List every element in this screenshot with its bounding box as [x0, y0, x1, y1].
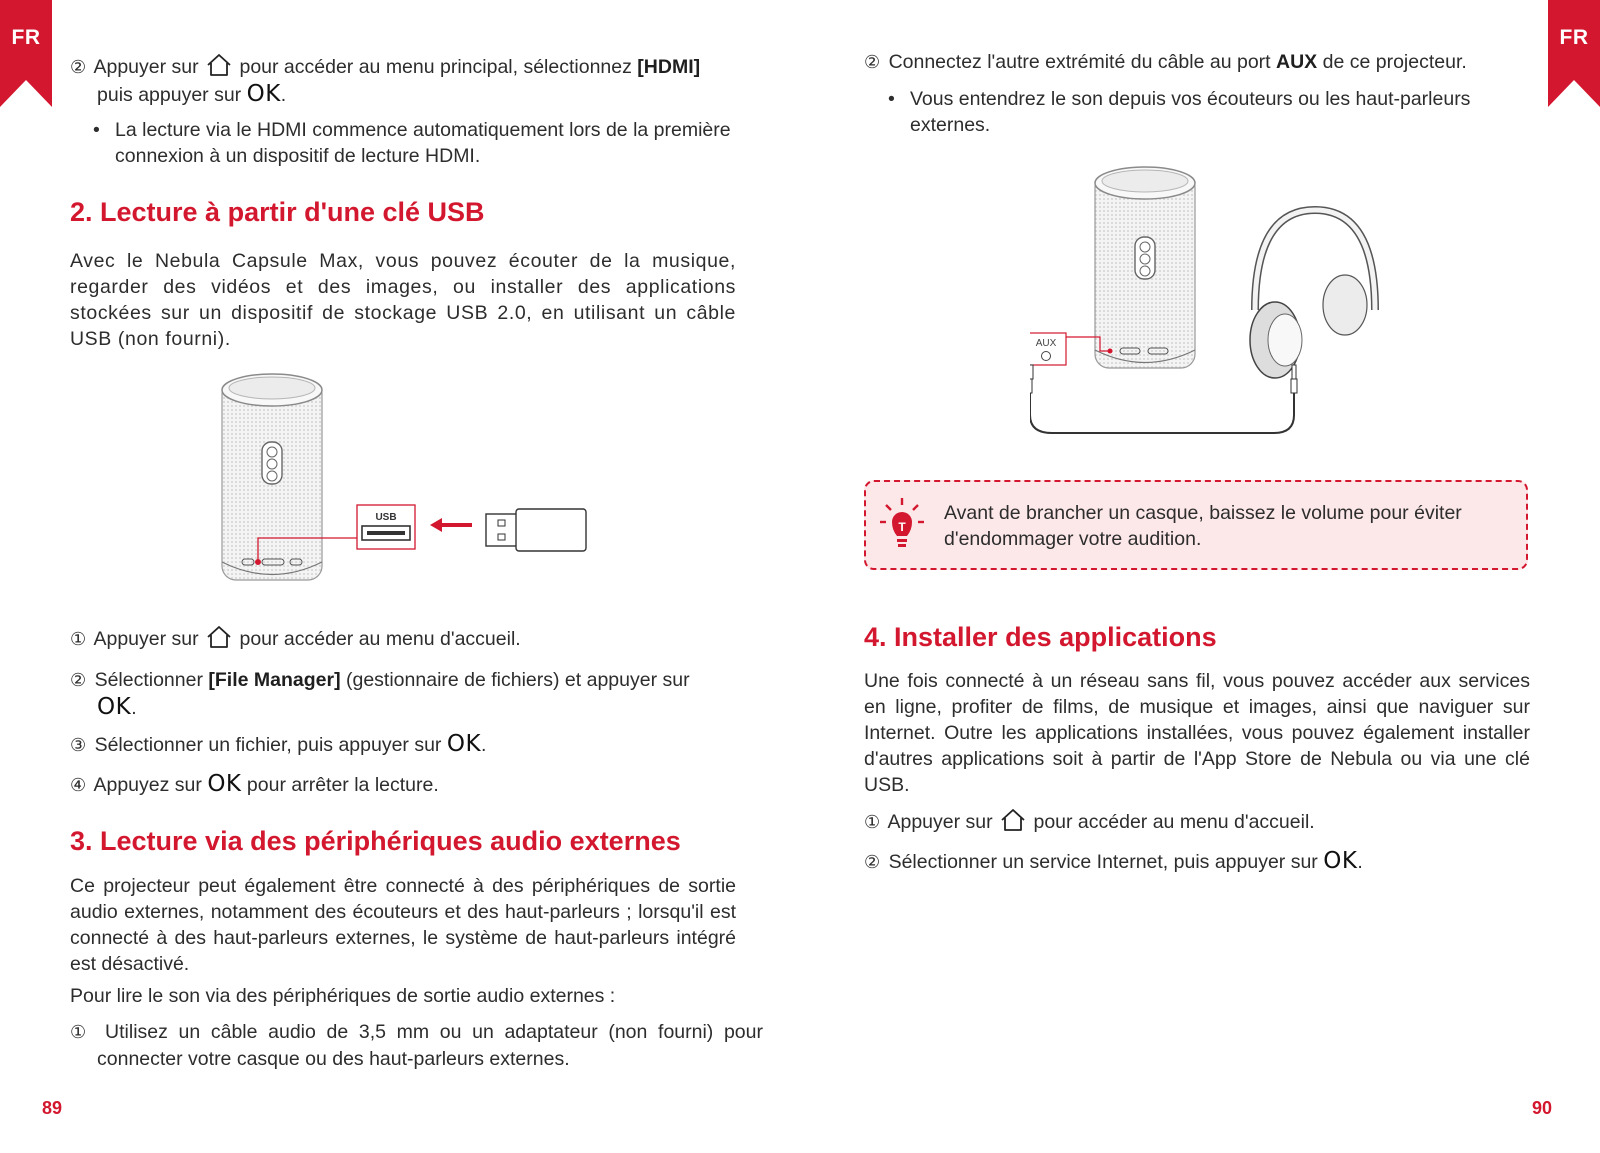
- bullet-text: La lecture via le HDMI commence automatiquement lors de la première connexion à un dispositif de lecture HDMI.: [115, 119, 731, 167]
- aux-bullet: [888, 86, 1550, 138]
- language-tab: [1548, 0, 1600, 107]
- step-text: Connectez l'autre extrémité du câble au port: [888, 51, 1271, 73]
- aux-headphones-illustration: [1030, 165, 1400, 450]
- page-number: 90: [1532, 1098, 1553, 1118]
- section-3-heading: 3. Lecture via des périphériques audio externes: [70, 826, 681, 856]
- step-text: Appuyer sur: [93, 56, 199, 78]
- aux-port-diagram-label: AUX: [1035, 338, 1057, 349]
- usb-step-3: [70, 731, 740, 759]
- home-icon: [1000, 808, 1026, 832]
- step-number: ①: [864, 812, 881, 833]
- language-tab-label: FR: [11, 26, 41, 49]
- usb-connection-illustration: [210, 372, 590, 594]
- aux-step-2: [864, 49, 1544, 76]
- section-3-body: Ce projecteur peut également être connecté à des périphériques de sortie audio externes, notamment des écouteurs et des haut-parleurs ; lorsqu'il est connecté à des haut-parleurs externes, le système de haut-parleurs intégré est désactivé.: [70, 875, 736, 975]
- step-number: ②: [864, 52, 881, 73]
- hdmi-menu-label: [HDMI]: [637, 56, 701, 78]
- step-text: pour accéder au menu d'accueil.: [1033, 811, 1315, 833]
- bullet-text: Vous entendrez le son depuis vos écouteurs ou les haut-parleurs externes.: [910, 88, 1471, 136]
- step-text: Utilisez un câble audio de 3,5 mm ou un adaptateur (non fourni) pour connecter votre casque ou des haut-parleurs externes.: [97, 1021, 763, 1070]
- file-manager-label: [File Manager]: [208, 669, 341, 691]
- ok-button-label: OK: [207, 771, 242, 797]
- usb-step-2: [70, 667, 767, 721]
- step-number: ②: [70, 670, 87, 691]
- usb-step-4: [70, 771, 740, 799]
- step-number: ②: [70, 57, 87, 78]
- step-number: ①: [70, 1022, 92, 1043]
- step-text: de ce projecteur.: [1322, 51, 1467, 73]
- section-2-body: Avec le Nebula Capsule Max, vous pouvez écouter de la musique, regarder des vidéos et des images, ou installer des applications stockées sur un dispositif de stockage USB 2.0, en utilisant un câble USB (non fourni).: [70, 250, 736, 350]
- lightbulb-icon: [880, 496, 924, 554]
- section-3-intro: Pour lire le son via des périphériques de sortie audio externes :: [70, 985, 616, 1007]
- step-text: Appuyez sur: [93, 774, 202, 796]
- apps-step-2: [864, 848, 1530, 876]
- tip-icon-letter: T: [898, 520, 906, 534]
- step-text: (gestionnaire de fichiers) et appuyer sur: [346, 669, 690, 691]
- safety-tip-box: [864, 480, 1528, 570]
- step-number: ①: [70, 629, 87, 650]
- home-icon: [206, 53, 232, 77]
- punctuation: .: [1357, 851, 1363, 873]
- step-text: pour accéder au menu principal, sélectionnez: [239, 56, 632, 78]
- tip-text: Avant de brancher un casque, baissez le volume pour éviter d'endommager votre audition.: [944, 502, 1462, 550]
- step-text: puis appuyer sur: [97, 84, 242, 106]
- step-text: Sélectionner: [94, 669, 203, 691]
- ok-button-label: OK: [446, 731, 482, 757]
- bullet-dot: •: [93, 119, 100, 141]
- ok-button-label: OK: [97, 694, 132, 720]
- language-tab-label: FR: [1559, 26, 1589, 49]
- hdmi-step-2: [70, 53, 767, 108]
- section-4-heading: 4. Installer des applications: [864, 622, 1217, 652]
- step-text: pour accéder au menu d'accueil.: [239, 628, 521, 650]
- usb-port-label: USB: [375, 512, 397, 523]
- insert-arrow-icon: [430, 518, 472, 532]
- apps-step-1: [864, 808, 1530, 836]
- step-text: Appuyer sur: [93, 628, 199, 650]
- step-text: pour arrêter la lecture.: [246, 774, 439, 796]
- step-text: Sélectionner un service Internet, puis appuyer sur: [888, 851, 1318, 873]
- bullet-dot: •: [888, 88, 895, 110]
- punctuation: .: [280, 84, 287, 106]
- ok-button-label: OK: [1323, 848, 1358, 874]
- step-number: ③: [70, 735, 87, 756]
- hdmi-bullet: [93, 117, 755, 169]
- language-tab: [0, 0, 52, 107]
- step-number: ②: [864, 852, 881, 873]
- aux-port-label: AUX: [1276, 51, 1318, 73]
- step-number: ④: [70, 775, 87, 796]
- usb-step-1: [70, 625, 740, 653]
- home-icon: [206, 625, 232, 649]
- ok-button-label: OK: [246, 81, 281, 107]
- punctuation: .: [481, 734, 487, 756]
- step-text: Appuyer sur: [887, 811, 993, 833]
- page-number: 89: [42, 1098, 63, 1118]
- section-4-body: Une fois connecté à un réseau sans fil, vous pouvez accéder aux services en ligne, profiter de films, de musique et images, ainsi que naviguer sur Internet. Outre les applications installées, vous pouvez également installer d'autres applications soit à partir de l'App Store de Nebula ou via une clé USB.: [864, 670, 1530, 796]
- section-2-heading: 2. Lecture à partir d'une clé USB: [70, 197, 485, 227]
- audio-step-1: [70, 1019, 763, 1072]
- punctuation: .: [131, 697, 137, 719]
- step-text: Sélectionner un fichier, puis appuyer sur: [94, 734, 442, 756]
